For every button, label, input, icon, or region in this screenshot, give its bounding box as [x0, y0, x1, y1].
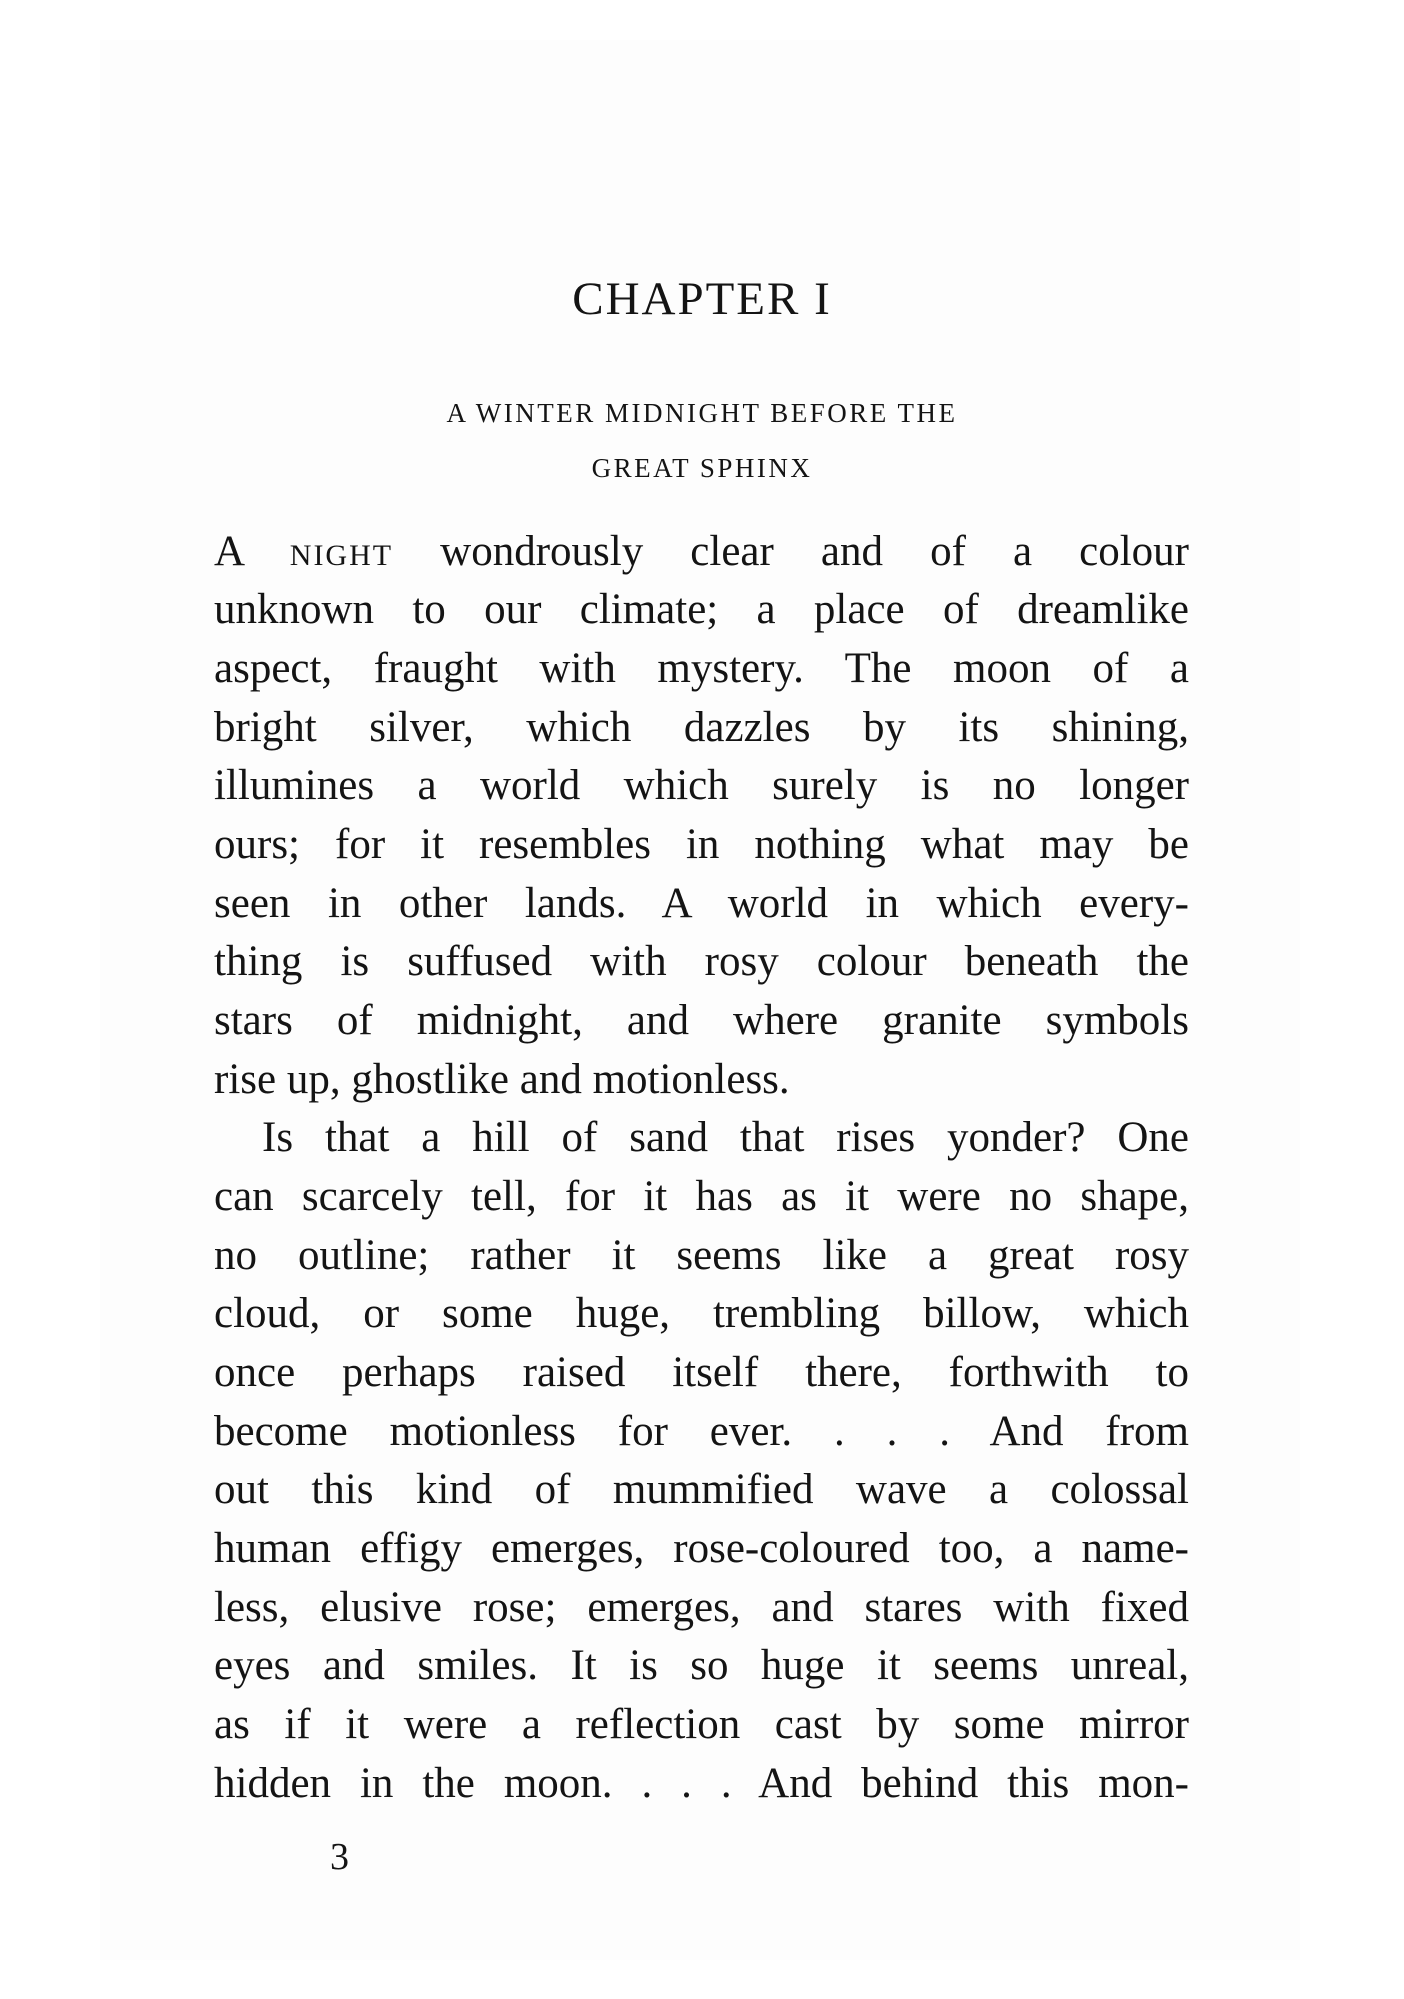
text-line-15: once perhaps raised itself there, forthwith to [214, 1349, 1189, 1396]
text-line-11: Is that a hill of sand that rises yonder? One [262, 1114, 1189, 1161]
text-line-10: rise up, ghostlike and motionless. [214, 1056, 790, 1103]
text-line-4: bright silver, which dazzles by its shining, [214, 704, 1189, 751]
chapter-subtitle-line-2: GREAT SPHINX [591, 453, 813, 483]
text-line-22: hidden in the moon. . . . And behind this mon- [214, 1760, 1189, 1807]
chapter-subtitle [250, 386, 1154, 496]
chapter-subtitle-line-1: A WINTER MIDNIGHT BEFORE THE [446, 398, 958, 428]
text-line-12: can scarcely tell, for it has as it were no shape, [214, 1173, 1189, 1220]
text-line-21: as if it were a reflection cast by some mirror [214, 1701, 1189, 1748]
dropcap-word: NIGHT [289, 539, 394, 572]
page-number: 3 [330, 1836, 349, 1878]
text-line-5: illumines a world which surely is no longer [214, 762, 1189, 809]
text-line-13: no outline; rather it seems like a great rosy [214, 1232, 1189, 1279]
chapter-title: CHAPTER I [572, 273, 832, 325]
text-line-14: cloud, or some huge, trembling billow, which [214, 1290, 1189, 1337]
text-line-1 [214, 522, 1189, 582]
text-line-20: eyes and smiles. It is so huge it seems unreal, [214, 1642, 1189, 1689]
text-line-19: less, elusive rose; emerges, and stares with fixed [214, 1584, 1189, 1631]
text-line-6: ours; for it resembles in nothing what may be [214, 821, 1189, 868]
text-line-1-rest: wondrously clear and of a colour [393, 528, 1190, 575]
text-line-17: out this kind of mummified wave a colossal [214, 1466, 1189, 1513]
text-line-18: human effigy emerges, rose-coloured too, a name- [214, 1525, 1189, 1572]
text-line-3: aspect, fraught with mystery. The moon of a [214, 645, 1189, 692]
text-line-9: stars of midnight, and where granite symbols [214, 997, 1189, 1044]
text-line-7: seen in other lands. A world in which every- [214, 880, 1189, 927]
dropcap-letter: A [214, 528, 243, 575]
text-line-16: become motionless for ever. . . . And from [214, 1408, 1189, 1455]
text-line-2: unknown to our climate; a place of dreamlike [214, 586, 1189, 633]
text-line-8: thing is suffused with rosy colour beneath the [214, 938, 1189, 985]
